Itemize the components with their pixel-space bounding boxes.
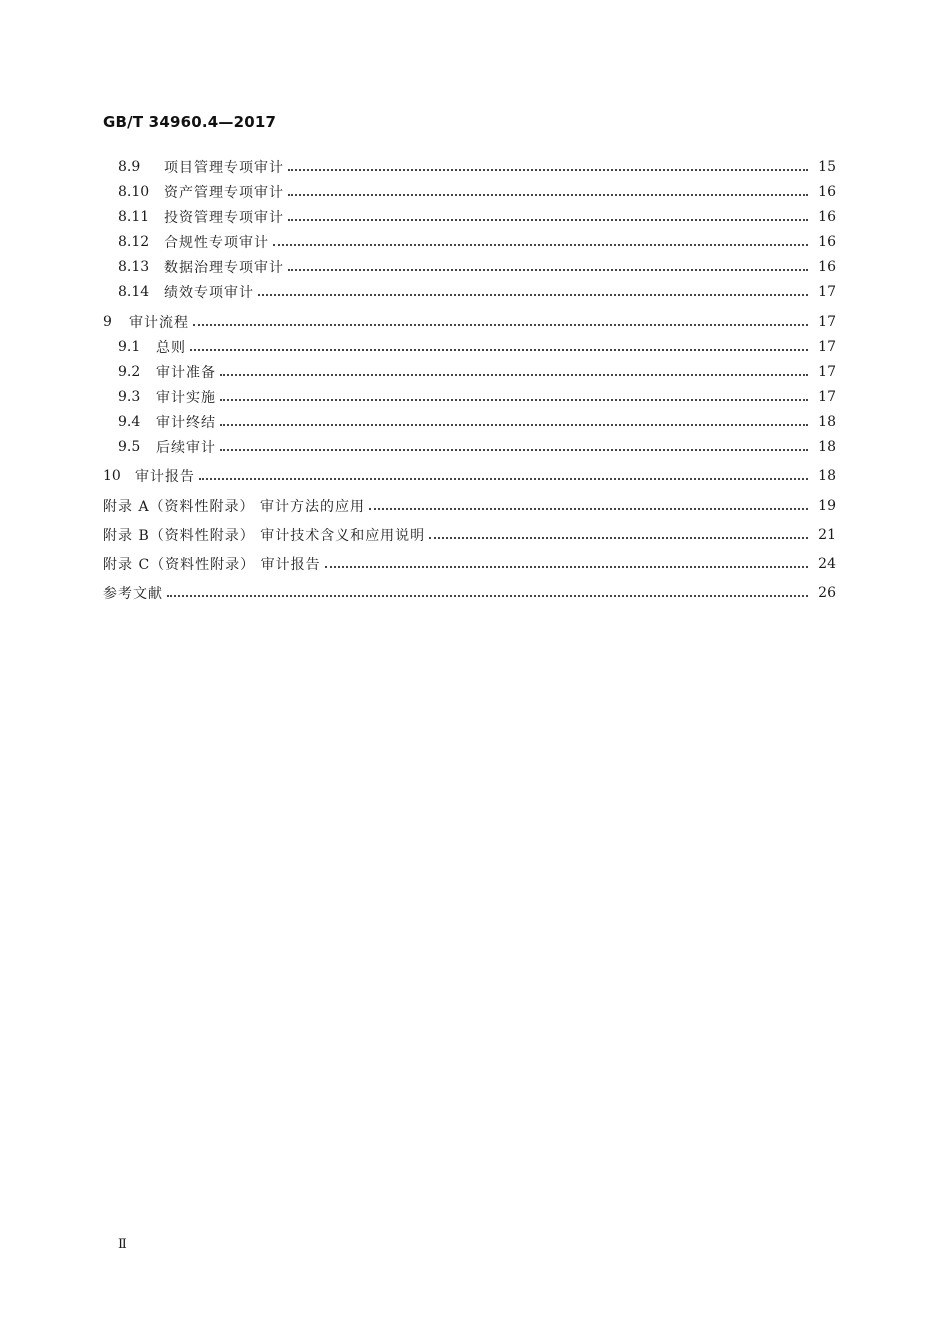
toc-entry-bibliography[interactable] bbox=[103, 582, 836, 604]
toc-entry-number: 9.3 bbox=[118, 389, 141, 405]
toc-dot-leader bbox=[369, 508, 808, 510]
toc-entry-number: 8.12 bbox=[118, 234, 150, 250]
page-number: Ⅱ bbox=[118, 1237, 127, 1252]
toc-entry-8-9[interactable] bbox=[118, 156, 836, 178]
toc-entry-page: 17 bbox=[818, 389, 836, 405]
toc-entry-number: 9 bbox=[103, 314, 112, 330]
toc-entry-9-3[interactable] bbox=[118, 386, 836, 408]
toc-entry-8-14[interactable] bbox=[118, 281, 836, 303]
toc-entry-page: 26 bbox=[818, 585, 836, 601]
toc-entry-9-5[interactable] bbox=[118, 436, 836, 458]
toc-entry-title: 审计流程 bbox=[129, 315, 189, 331]
toc-entry-page: 19 bbox=[818, 498, 836, 514]
toc-entry-title: 审计终结 bbox=[156, 415, 216, 431]
toc-entry-number: 10 bbox=[103, 468, 121, 484]
toc-dot-leader bbox=[193, 324, 808, 326]
toc-entry-number: 8.13 bbox=[118, 259, 150, 275]
toc-entry-9-1[interactable] bbox=[118, 336, 836, 358]
toc-entry-10[interactable] bbox=[103, 465, 836, 487]
page-header-standard-id: GB/T 34960.4—2017 bbox=[103, 113, 277, 131]
toc-entry-page: 17 bbox=[818, 314, 836, 330]
toc-entry-title: 审计报告 bbox=[135, 469, 195, 485]
toc-dot-leader bbox=[288, 169, 808, 171]
toc-entry-appendix-c[interactable] bbox=[103, 553, 836, 575]
toc-entry-page: 17 bbox=[818, 339, 836, 355]
toc-dot-leader bbox=[220, 449, 808, 451]
toc-entry-page: 17 bbox=[818, 284, 836, 300]
toc-dot-leader bbox=[190, 349, 808, 351]
toc-entry-page: 16 bbox=[818, 234, 836, 250]
toc-entry-number: 9.1 bbox=[118, 339, 141, 355]
toc-entry-title: 附录 A（资料性附录） 审计方法的应用 bbox=[103, 499, 366, 515]
toc-entry-title: 参考文献 bbox=[103, 586, 163, 602]
toc-dot-leader bbox=[199, 478, 808, 480]
toc-entry-number: 8.9 bbox=[118, 159, 141, 175]
toc-entry-8-12[interactable] bbox=[118, 231, 836, 253]
toc-entry-title: 审计实施 bbox=[156, 390, 216, 406]
toc-entry-title: 审计准备 bbox=[156, 365, 216, 381]
toc-entry-page: 15 bbox=[818, 159, 836, 175]
toc-entry-title: 总则 bbox=[156, 340, 186, 356]
toc-entry-9[interactable] bbox=[103, 311, 836, 333]
toc-dot-leader bbox=[220, 424, 808, 426]
toc-entry-page: 18 bbox=[818, 468, 836, 484]
toc-entry-number: 8.14 bbox=[118, 284, 150, 300]
toc-dot-leader bbox=[325, 566, 808, 568]
toc-entry-title: 合规性专项审计 bbox=[164, 235, 269, 251]
toc-entry-page: 16 bbox=[818, 184, 836, 200]
toc-entry-8-13[interactable] bbox=[118, 256, 836, 278]
toc-entry-appendix-a[interactable] bbox=[103, 495, 836, 517]
toc-dot-leader bbox=[258, 294, 808, 296]
toc-dot-leader bbox=[220, 399, 808, 401]
toc-entry-page: 24 bbox=[818, 556, 836, 572]
toc-entry-number: 8.11 bbox=[118, 209, 150, 225]
toc-dot-leader bbox=[220, 374, 808, 376]
toc-entry-title: 附录 C（资料性附录） 审计报告 bbox=[103, 557, 321, 573]
toc-entry-title: 绩效专项审计 bbox=[164, 285, 254, 301]
toc-entry-8-11[interactable] bbox=[118, 206, 836, 228]
toc-entry-title: 附录 B（资料性附录） 审计技术含义和应用说明 bbox=[103, 528, 426, 544]
toc-dot-leader bbox=[429, 537, 808, 539]
toc-dot-leader bbox=[288, 219, 808, 221]
toc-entry-number: 9.4 bbox=[118, 414, 141, 430]
toc-entry-number: 8.10 bbox=[118, 184, 150, 200]
toc-entry-title: 资产管理专项审计 bbox=[164, 185, 284, 201]
toc-entry-9-4[interactable] bbox=[118, 411, 836, 433]
toc-entry-8-10[interactable] bbox=[118, 181, 836, 203]
toc-dot-leader bbox=[288, 269, 808, 271]
toc-entry-title: 项目管理专项审计 bbox=[164, 160, 284, 176]
toc-entry-page: 16 bbox=[818, 209, 836, 225]
toc-entry-number: 9.2 bbox=[118, 364, 141, 380]
toc-dot-leader bbox=[288, 194, 808, 196]
toc-entry-page: 17 bbox=[818, 364, 836, 380]
toc-entry-title: 投资管理专项审计 bbox=[164, 210, 284, 226]
toc-entry-title: 后续审计 bbox=[156, 440, 216, 456]
toc-entry-number: 9.5 bbox=[118, 439, 141, 455]
toc-entry-page: 21 bbox=[818, 527, 836, 543]
toc-dot-leader bbox=[273, 244, 808, 246]
toc-entry-page: 18 bbox=[818, 414, 836, 430]
toc-entry-page: 18 bbox=[818, 439, 836, 455]
toc-entry-title: 数据治理专项审计 bbox=[164, 260, 284, 276]
toc-entry-9-2[interactable] bbox=[118, 361, 836, 383]
toc-entry-page: 16 bbox=[818, 259, 836, 275]
toc-entry-appendix-b[interactable] bbox=[103, 524, 836, 546]
toc-dot-leader bbox=[167, 595, 808, 597]
